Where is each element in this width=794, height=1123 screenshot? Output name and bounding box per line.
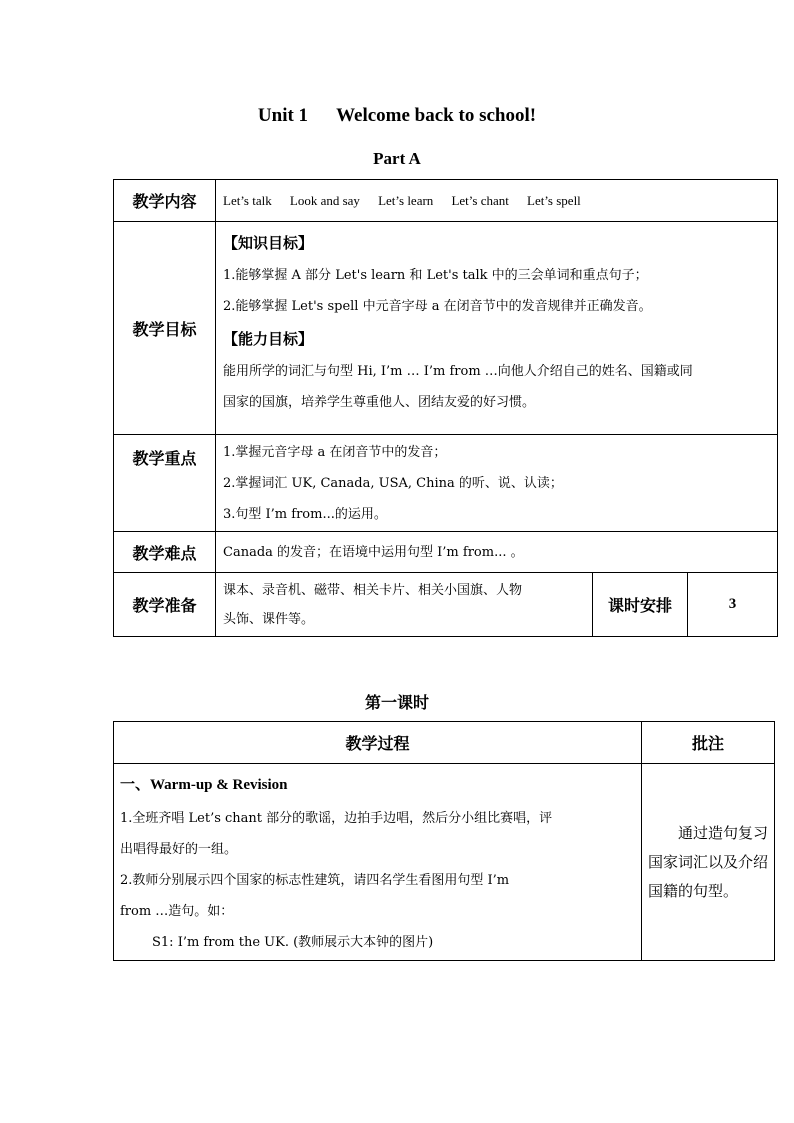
content-item: Let’s learn <box>378 192 434 208</box>
prep-line: 课本、录音机、磁带、相关卡片、相关小国旗、人物 <box>223 582 523 598</box>
ability-line: 国家的国旗，培养学生尊重他人、团结友爱的好习惯。 <box>223 395 536 410</box>
step-line: 出唱得最好的一组。 <box>120 842 238 857</box>
process-header: 教学过程 <box>114 722 642 764</box>
content-items <box>216 180 778 222</box>
focus-item: 3.句型 I’m from...的运用。 <box>223 506 387 522</box>
step-line: 1.全班齐唱 Let’s chant 部分的歌谣，边拍手边唱，然后分小组比赛唱，评 <box>120 811 553 826</box>
focus-cell <box>216 435 778 532</box>
knowledge-item: 1.能够掌握 A 部分 Let's learn 和 Let's talk 中的三会单词和重点句子； <box>223 268 648 283</box>
notes-header: 批注 <box>642 722 775 764</box>
goals-row <box>114 222 778 435</box>
knowledge-item: 2.能够掌握 Let's spell 中元音字母 a 在闭音节中的发音规律并正确发音。 <box>223 299 652 314</box>
ability-line: 能用所学的词汇与句型 Hi, I’m … I’m from …向他人介绍自己的姓名、国籍或同 <box>223 364 693 379</box>
ability-heading: 【能力目标】 <box>223 330 314 348</box>
focus-label: 教学重点 <box>114 435 216 532</box>
hours-label: 课时安排 <box>593 573 688 637</box>
part-title: Part A <box>373 149 421 168</box>
unit-name: Welcome back to school! <box>336 105 537 126</box>
prep-line: 头饰、课件等。 <box>223 611 315 627</box>
goals-label: 教学目标 <box>114 222 216 435</box>
hours-value: 3 <box>688 573 778 637</box>
unit-number: Unit 1 <box>257 105 309 126</box>
difficulty-label: 教学难点 <box>114 532 216 573</box>
step-line: 2.教师分别展示四个国家的标志性建筑，请四名学生看图用句型 I’m <box>120 873 510 888</box>
focus-row <box>114 435 778 532</box>
content-item: Let’s talk <box>223 192 272 208</box>
content-item: Let’s spell <box>527 192 581 208</box>
focus-item: 1.掌握元音字母 a 在闭音节中的发音； <box>223 444 447 460</box>
prep-label: 教学准备 <box>114 573 216 637</box>
process-body-row <box>114 764 775 961</box>
process-header-row <box>114 722 775 764</box>
content-item: Let’s chant <box>451 192 509 208</box>
process-cell <box>114 764 642 961</box>
section-heading: 一、Warm-up & Revision <box>120 777 288 793</box>
lesson-plan-table <box>113 179 778 637</box>
prep-cell <box>216 573 593 637</box>
content-row <box>114 180 778 222</box>
prep-row <box>114 573 778 637</box>
difficulty-row <box>114 532 778 573</box>
example-line: S1: I’m from the UK. (教师展示大本钟的图片) <box>152 935 434 950</box>
content-label: 教学内容 <box>114 180 216 222</box>
lesson-title: 第一课时 <box>364 693 429 712</box>
note-text: 通过造句复习国家词汇以及介绍国籍的句型。 <box>642 764 775 961</box>
focus-item: 2.掌握词汇 UK, Canada, USA, China 的听、说、认读； <box>223 475 563 491</box>
content-item: Look and say <box>289 192 360 208</box>
goals-cell <box>216 222 778 435</box>
knowledge-heading: 【知识目标】 <box>223 234 314 252</box>
difficulty-text: Canada 的发音；在语境中运用句型 I’m from... 。 <box>216 532 778 573</box>
process-table <box>113 721 775 961</box>
step-line: from …造句。如： <box>120 904 234 919</box>
unit-title <box>0 105 794 127</box>
